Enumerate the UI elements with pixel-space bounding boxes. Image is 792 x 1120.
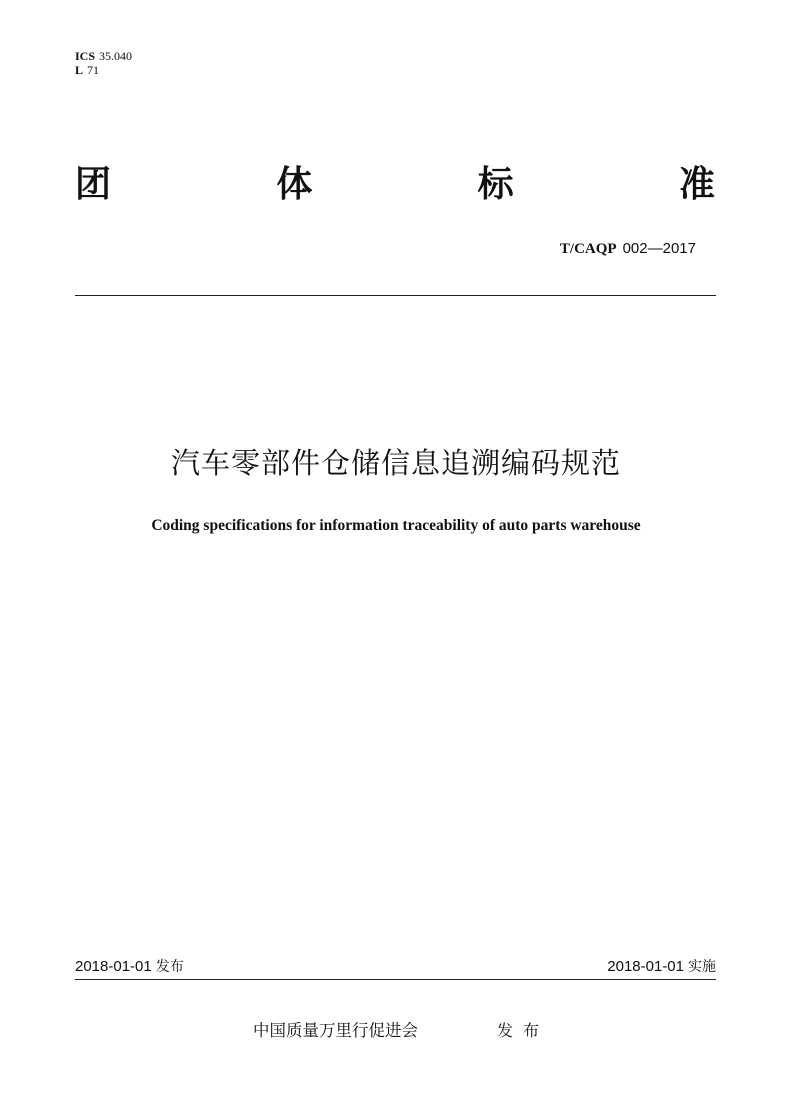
standard-type-heading [75,160,715,210]
classification-value: 71 [87,63,100,77]
publisher-name: 中国质量万里行促进会 [253,1021,418,1040]
implement-date-line [607,956,716,978]
standard-type-char-2: 体 [276,164,313,205]
standard-type-char-3: 标 [477,164,514,205]
publish-date-line [75,956,184,978]
ics-code-line [75,49,132,63]
classification-code-line [75,63,99,77]
publisher-publish-word: 发布 [497,1021,550,1040]
standard-type-char-1: 团 [75,164,112,205]
document-title-zh: 汽车零部件仓储信息追溯编码规范 [170,446,621,480]
implement-date: 2018-01-01 [607,958,684,975]
publish-label: 发布 [155,959,184,975]
implement-label: 实施 [688,959,716,975]
ics-value: 35.040 [99,49,133,63]
standard-number-value: 002—2017 [622,240,696,257]
standard-number [560,238,696,259]
top-divider [75,295,716,296]
standard-type-char-4: 准 [678,164,715,205]
publish-date: 2018-01-01 [75,958,152,975]
ics-label: ICS [75,49,96,63]
classification-label: L [75,63,84,77]
standard-number-prefix: T/CAQP [559,241,617,257]
bottom-divider [75,979,716,980]
document-title-en: Coding specifications for information traceability of auto parts warehouse [151,517,641,534]
